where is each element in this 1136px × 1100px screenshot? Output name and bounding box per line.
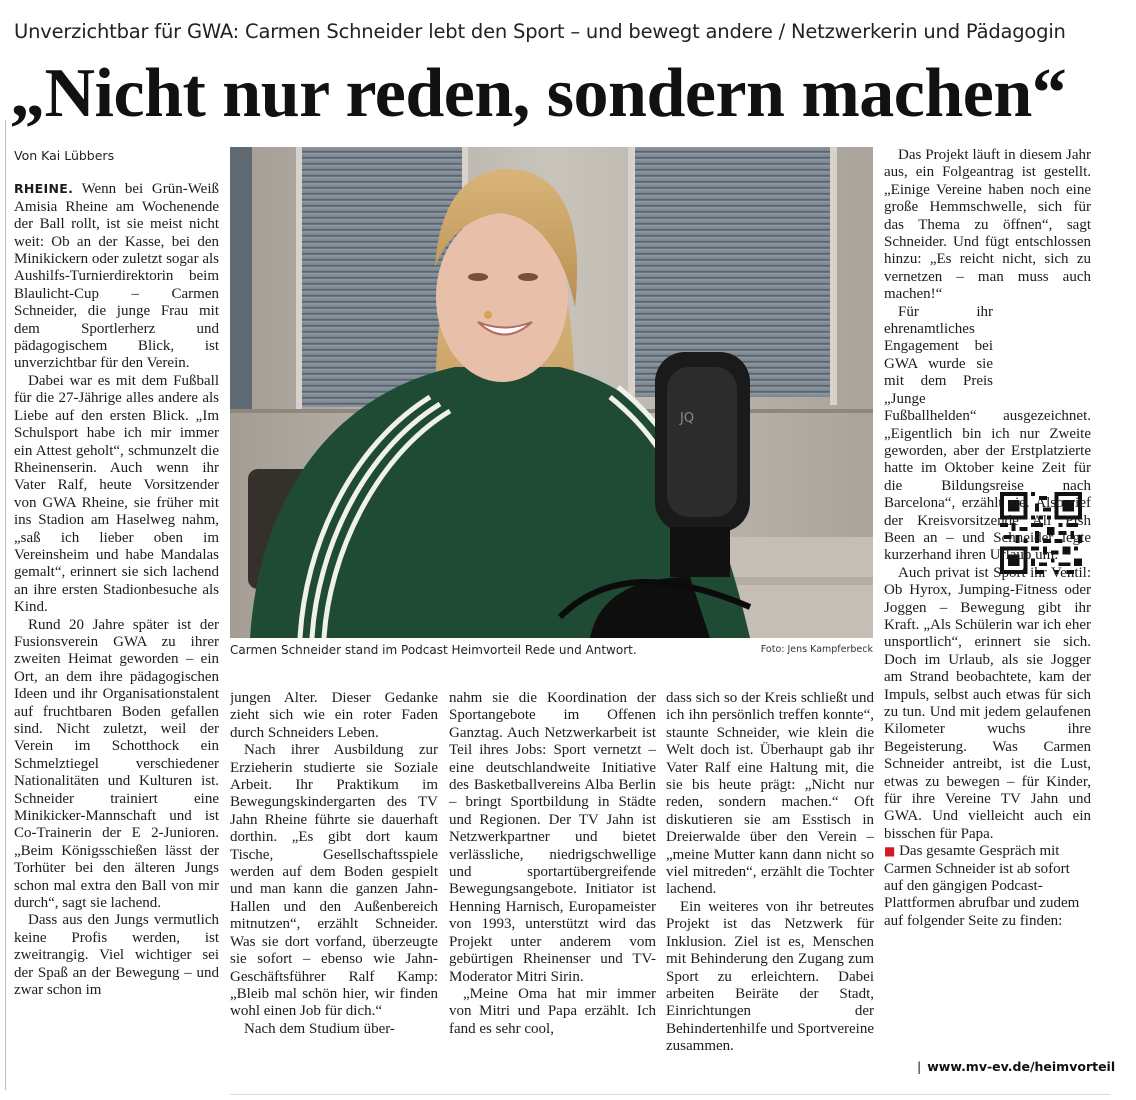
podcast-note: ■ Das gesamte Gespräch mit Carmen Schneider ist ab sofort auf den gängigen Podcast-Plattformen abrufbar und zudem auf folgender Seite zu finden:	[884, 843, 1080, 929]
article-paragraph: Dabei war es mit dem Fußball für die 27-Jährige alles andere als Liebe auf den ersten Blick. „Im Schulsport habe ich mir immer ein Attest geholt“, schmunzelt die Rheinenserin. Auch wenn ihr Vater Ralf, heute Vorsitzender von GWA Rheine, sie früher mit ins Stadion am Haselweg nahm, „saß ich lieber oben im Vereinsheim und habe Mandalas gemalt“, erinnert sie sich lachend an ihre ersten Stadionbesuche als Kind.	[14, 372, 219, 616]
mic-logo: JQ	[680, 411, 695, 426]
article-paragraph: Ein weiteres von ihr betreutes Projekt ist das Netzwerk für Inklusion. Ziel ist es, Menschen mit Behinderung den Zugang zum Sport zu erleichtern. Dabei arbeiten Beiräte der Stadt, Einrichtungen der Behindertenhilfe und Sportvereine zusammen.	[666, 898, 874, 1055]
link-separator: |	[917, 1059, 922, 1074]
article-kicker: Unverzichtbar für GWA: Carmen Schneider lebt den Sport – und bewegt andere / Netzwerkerin und Pädagogin	[14, 20, 1066, 43]
article-column-1	[14, 147, 219, 1082]
heimvorteil-url[interactable]: www.mv-ev.de/heimvorteil	[927, 1059, 1116, 1074]
article-paragraph: RHEINE. Wenn bei Grün-Weiß Amisia Rheine am Wochenende der Ball rollt, ist sie meist nicht weit: Ob an der Kasse, bei den Minikickern oder zuletzt sogar als Aushilfs-Turnierdirektorin beim Blaulicht-Cup – Carmen Schneider, die junge Frau mit dem Sportlerherz und pädagogischem Blick, ist unverzichtbar für den Verein.	[14, 181, 219, 372]
article-photo	[230, 147, 873, 638]
photo-caption-text: Carmen Schneider stand im Podcast Heimvorteil Rede und Antwort.	[230, 643, 637, 657]
article-column-2	[230, 690, 438, 1082]
bottom-rule	[230, 1094, 1110, 1095]
column-rule	[5, 120, 6, 1090]
article-paragraph: dass sich so der Kreis schließt und ich ihn persönlich treffen konnte“, staunte Schneider, wie klein die Welt doch ist. Überhaupt gab ihr Vater Ralf eine Haltung mit, die sie bis heute prägt: „Nicht nur reden, sondern machen.“ Oft diskutieren sie am Esstisch in Dreierwalde über den Verein – „meine Mutter kann dann nicht so viel mitreden“, erzählt die Tochter lachend.	[666, 690, 874, 898]
photo-credit: Foto: Jens Kampferbeck	[760, 644, 873, 655]
article-paragraph: „Meine Oma hat mir immer von Mitri und Papa erzählt. Ich fand es sehr cool,	[449, 985, 656, 1037]
article-column-4	[666, 690, 874, 1082]
article-column-3	[449, 690, 656, 1082]
article-paragraph: nahm sie die Koordination der Sportangebote im Offenen Ganztag. Auch Netzwerkarbeit ist Teil ihres Jobs: Sport vernetzt – eine deutschlandweite Initiative des Basketballvereins Alba Berlin – bringt Sportbildung in Städte und Regionen. Der TV Jahn ist Netzwerkpartner und bietet verlässliche, niedrigschwellige und sportartübergreifende Bewegungsangebote. Initiator ist Henning Harnisch, Europameister von 1993, unterstützt wird das Projekt unter anderem vom gebürtigen Rheinenser und TV-Moderator Mitri Sirin.	[449, 690, 656, 985]
article-paragraph: Nach ihrer Ausbildung zur Erzieherin studierte sie Soziale Arbeit. Ihr Praktikum im Bewegungskindergarten des TV Jahn Rheine führte sie dauerhaft dorthin. „Es gibt dort kaum Tische, Gesellschaftsspiele werden auf dem Boden gespielt und man kann die ganzen Jahn-Hallen und den Außenbereich mitnutzen“, erzählt Schneider. Was sie dort vorfand, überzeugte sie sofort – ebenso wie Jahn-Geschäftsführer Ralf Kamp: „Bleib mal schön hier, wir finden wohl einen Job für dich.“	[230, 742, 438, 1020]
article-paragraph: Rund 20 Jahre später ist der Fusionsverein GWA zu ihrer zweiten Heimat geworden – ein Ort, an dem ihre pädagogischen Ideen und ihr Organisationstalent auf fruchtbaren Boden gefallen sind. Nicht zuletzt, weil der Verein im Schotthock ein Schmelztiegel verschiedener Nationalitäten und Kulturen ist. Schneider trainiert eine Minikicker-Mannschaft und ist Co-Trainerin der E 2-Junioren. „Beim Königsschießen lässt der Torhüter bei den älteren Jungs schon mal extra den Ball von mir durch“, sagt sie lachend.	[14, 616, 219, 912]
article-paragraph: Dass aus den Jungs vermutlich keine Profis werden, ist zweitrangig. Viel wichtiger sei der Spaß an der Bewegung – und zwar schon im	[14, 912, 219, 999]
qr-code-float-space	[999, 310, 1091, 406]
heimvorteil-link[interactable]	[917, 1059, 1115, 1074]
article-paragraph: jungen Alter. Dieser Gedanke zieht sich wie ein roter Faden durch Schneiders Leben.	[230, 690, 438, 741]
article-headline: „Nicht nur reden, sondern machen“	[10, 55, 1067, 132]
square-bullet-icon: ■	[884, 844, 896, 859]
dateline: RHEINE.	[14, 181, 74, 197]
byline: Von Kai Lübbers	[14, 148, 115, 163]
article-paragraph: Das Projekt läuft in diesem Jahr aus, ein Folgeantrag ist gestellt. „Einige Vereine haben noch eine große Hemmschwelle, sich für das Thema zu öffnen“, sagt Schneider. Und fügt entschlossen hinzu: „Es reicht nicht, sich zu vernetzen – man muss auch machen!“	[884, 147, 1091, 303]
photo-caption	[230, 643, 873, 657]
article-column-5	[884, 147, 1091, 1057]
article-paragraph: Nach dem Studium über-	[244, 1020, 395, 1037]
article-paragraph: Für ihr ehrenamtliches Engagement bei GWA wurde sie mit dem Preis „Junge Fußballhelden“ ausgezeichnet. „Eigentlich bin ich nur Zweite geworden, aber der Erstplatzierte hatte im Oktober keine Zeit für die Bildungsreise nach Barcelona“, erzählt sie. Also rief der Kreisvorsitzende Ali Pish Been an – und Schneider legte kurzerhand ihren Urlaub um.	[884, 303, 1091, 564]
article-paragraph: Auch privat ist Sport ihr Ventil: Ob Hyrox, Jumping-Fitness oder Joggen – Bewegung gibt ihr Kraft. „Als Schülerin war ich eher unsportlich“, erinnert sie sich. Doch im Urlaub, als sie Jogger am Strand beobachtete, kam der Impuls, selbst auch etwas für sich zu tun. Und mit jedem gelaufenen Kilometer wuchs ihre Begeisterung. Was Carmen Schneider antreibt, ist die Lust, etwas zu bewegen – für Kinder, für ihre Vereine TV Jahn und GWA. Und vielleicht auch ein bisschen für Papa.	[884, 564, 1091, 842]
